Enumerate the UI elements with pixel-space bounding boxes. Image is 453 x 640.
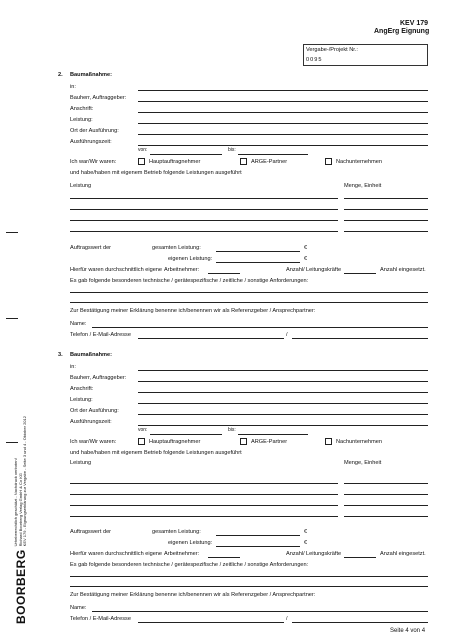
- field-line-zeit[interactable]: [138, 425, 428, 426]
- menge-line[interactable]: [344, 516, 428, 517]
- leistung-line[interactable]: [70, 198, 338, 199]
- slash: /: [286, 616, 288, 622]
- gesamt-line[interactable]: [216, 251, 300, 252]
- arbeitnehmer-label: Arbeitnehmer:: [164, 551, 200, 557]
- name-label: Name:: [70, 321, 87, 327]
- leistung-line[interactable]: [70, 505, 338, 506]
- referenz-text: Zur Bestätigung meiner Erklärung benenne ich/benennen wir als Referenzgeber / Ansprechpartner:: [70, 308, 316, 314]
- leitungskraefte-label: Leitungskräfte: [306, 551, 342, 557]
- name-line[interactable]: [92, 611, 428, 612]
- side-line-2: Richard Boorberg Verlag GmbH & Co KG: [17, 472, 23, 547]
- field-label-bauherr: Bauherr, Auftraggeber:: [70, 95, 127, 101]
- field-label-in: in:: [70, 84, 76, 90]
- von-line[interactable]: [150, 434, 222, 435]
- role-option-label: Nachunternehmen: [336, 159, 383, 165]
- field-label-leistung: Leistung:: [70, 397, 93, 403]
- arbeitnehmer-line[interactable]: [208, 557, 240, 558]
- checkbox-hauptauftragnehmer[interactable]: [138, 158, 145, 165]
- leistung-line[interactable]: [70, 231, 338, 232]
- anforderungen-label: Es gab folgende besonderen technische / gerätespezifische / zeitliche / sonstige Anforderungen:: [70, 562, 309, 568]
- form-code: KEV 179: [400, 20, 429, 27]
- role-option-label: ARGE-Partner: [251, 159, 288, 165]
- field-label-in: in:: [70, 364, 76, 370]
- anforderungen-line[interactable]: [70, 292, 428, 293]
- side-line-3: KEV 179 - Eignungserklärung zur Vergabe - Seite 3 und 4 - Oktober 2012: [22, 416, 28, 547]
- name-label: Name:: [70, 605, 87, 611]
- field-label-anschrift: Anschrift:: [70, 106, 94, 112]
- eigen-line[interactable]: [216, 546, 300, 547]
- role-option-label: Hauptauftragnehmer: [149, 439, 201, 445]
- arbeitnehmer-line[interactable]: [208, 273, 240, 274]
- field-line-bauherr[interactable]: [138, 381, 428, 382]
- field-line-leistung[interactable]: [138, 123, 428, 124]
- field-line-bauherr[interactable]: [138, 101, 428, 102]
- leistung-col-header: Leistung: [70, 183, 92, 189]
- von-label: von:: [138, 427, 148, 433]
- field-line-ort[interactable]: [138, 414, 428, 415]
- menge-line[interactable]: [344, 494, 428, 495]
- leitungskraefte-line[interactable]: [344, 557, 376, 558]
- telefon-line[interactable]: [138, 622, 284, 623]
- role-label: Ich war/Wir waren:: [70, 159, 117, 165]
- field-line-in[interactable]: [138, 90, 428, 91]
- section-title: Baumaßnahme:: [70, 72, 112, 78]
- bis-label: bis:: [228, 427, 236, 433]
- role-option-label: Nachunternehmen: [336, 439, 383, 445]
- eigen-label: eigenen Leistung:: [168, 256, 213, 262]
- checkbox-hauptauftragnehmer[interactable]: [138, 438, 145, 445]
- field-label-ort: Ort der Ausführung:: [70, 128, 119, 134]
- section-title: Baumaßnahme:: [70, 352, 112, 358]
- menge-col-header: Menge, Einheit: [344, 183, 382, 189]
- euro-sign: €: [304, 529, 308, 535]
- side-line-1: Urheberrechtlich geschützt - Nachdruck verboten!: [13, 458, 18, 547]
- referenz-text: Zur Bestätigung meiner Erklärung benenne ich/benennen wir als Referenzgeber / Ansprechpartner:: [70, 592, 316, 598]
- field-label-bauherr: Bauherr, Auftraggeber:: [70, 375, 127, 381]
- leistung-line[interactable]: [70, 516, 338, 517]
- vergabe-value[interactable]: 0095: [306, 57, 323, 63]
- role-option-label: ARGE-Partner: [251, 439, 288, 445]
- von-line[interactable]: [150, 154, 222, 155]
- field-label-zeit: Ausführungszeit:: [70, 139, 112, 145]
- anzahl-label: Anzahl/: [286, 551, 305, 557]
- leitungskraefte-line[interactable]: [344, 273, 376, 274]
- slash: /: [286, 332, 288, 338]
- anforderungen-line[interactable]: [70, 302, 428, 303]
- telefon-line[interactable]: [138, 338, 284, 339]
- telefon-label: Telefon / E-Mail-Adresse: [70, 332, 131, 338]
- anzahl-eingesetzt-label: Anzahl eingesetzt.: [380, 267, 426, 273]
- bis-line[interactable]: [238, 434, 308, 435]
- section-number: 2.: [58, 72, 63, 78]
- section-number: 3.: [58, 352, 63, 358]
- bis-label: bis:: [228, 147, 236, 153]
- gesamt-label: gesamten Leistung:: [152, 245, 201, 251]
- page-number: Seite 4 von 4: [390, 628, 426, 634]
- role-label: Ich war/Wir waren:: [70, 439, 117, 445]
- leistung-line[interactable]: [70, 494, 338, 495]
- checkbox-nachunternehmen[interactable]: [325, 438, 332, 445]
- field-label-anschrift: Anschrift:: [70, 386, 94, 392]
- menge-line[interactable]: [344, 231, 428, 232]
- vergabe-label: Vergabe-/Projekt Nr.:: [306, 47, 358, 53]
- field-label-leistung: Leistung:: [70, 117, 93, 123]
- form-title: AngErg Eignung: [374, 28, 430, 35]
- leistung-col-header: Leistung: [70, 460, 92, 466]
- menge-line[interactable]: [344, 483, 428, 484]
- euro-sign: €: [304, 256, 308, 262]
- email-line[interactable]: [292, 338, 428, 339]
- menge-line[interactable]: [344, 198, 428, 199]
- field-line-ort[interactable]: [138, 134, 428, 135]
- anforderungen-line[interactable]: [70, 586, 428, 587]
- checkbox-arge-partner[interactable]: [240, 438, 247, 445]
- leistung-line[interactable]: [70, 220, 338, 221]
- performed-text: und habe/haben mit eigenem Betrieb folgende Leistungen ausgeführt: [70, 170, 242, 176]
- name-line[interactable]: [92, 327, 428, 328]
- role-option-label: Hauptauftragnehmer: [149, 159, 201, 165]
- eigen-line[interactable]: [216, 262, 300, 263]
- euro-sign: €: [304, 540, 308, 546]
- anforderungen-label: Es gab folgende besonderen technische / gerätespezifische / zeitliche / sonstige Anforderungen:: [70, 278, 309, 284]
- performed-text: und habe/haben mit eigenem Betrieb folgende Leistungen ausgeführt: [70, 450, 242, 456]
- gesamt-line[interactable]: [216, 535, 300, 536]
- anforderungen-line[interactable]: [70, 576, 428, 577]
- section-3: [0, 352, 453, 622]
- hierfuer-label: Hierfür waren durchschnittlich eigene: [70, 267, 163, 273]
- field-label-ort: Ort der Ausführung:: [70, 408, 119, 414]
- leistung-line[interactable]: [70, 209, 338, 210]
- publisher-logo: BOORBERG: [13, 549, 28, 624]
- telefon-label: Telefon / E-Mail-Adresse: [70, 616, 131, 622]
- field-line-leistung[interactable]: [138, 403, 428, 404]
- leistung-line[interactable]: [70, 483, 338, 484]
- field-line-anschrift[interactable]: [138, 392, 428, 393]
- arbeitnehmer-label: Arbeitnehmer:: [164, 267, 200, 273]
- menge-line[interactable]: [344, 209, 428, 210]
- bis-line[interactable]: [238, 154, 308, 155]
- menge-col-header: Menge, Einheit: [344, 460, 382, 466]
- leitungskraefte-label: Leitungskräfte: [306, 267, 342, 273]
- field-line-in[interactable]: [138, 370, 428, 371]
- anzahl-eingesetzt-label: Anzahl eingesetzt.: [380, 551, 426, 557]
- email-line[interactable]: [292, 622, 428, 623]
- hierfuer-label: Hierfür waren durchschnittlich eigene: [70, 551, 163, 557]
- von-label: von:: [138, 147, 148, 153]
- field-label-zeit: Ausführungszeit:: [70, 419, 112, 425]
- anzahl-label: Anzahl/: [286, 267, 305, 273]
- section-2: [0, 72, 453, 342]
- checkbox-nachunternehmen[interactable]: [325, 158, 332, 165]
- auftragswert-label: Auftragswert der: [70, 529, 112, 535]
- checkbox-arge-partner[interactable]: [240, 158, 247, 165]
- field-line-zeit[interactable]: [138, 145, 428, 146]
- euro-sign: €: [304, 245, 308, 251]
- field-line-anschrift[interactable]: [138, 112, 428, 113]
- eigen-label: eigenen Leistung:: [168, 540, 213, 546]
- menge-line[interactable]: [344, 220, 428, 221]
- gesamt-label: gesamten Leistung:: [152, 529, 201, 535]
- menge-line[interactable]: [344, 505, 428, 506]
- auftragswert-label: Auftragswert der: [70, 245, 112, 251]
